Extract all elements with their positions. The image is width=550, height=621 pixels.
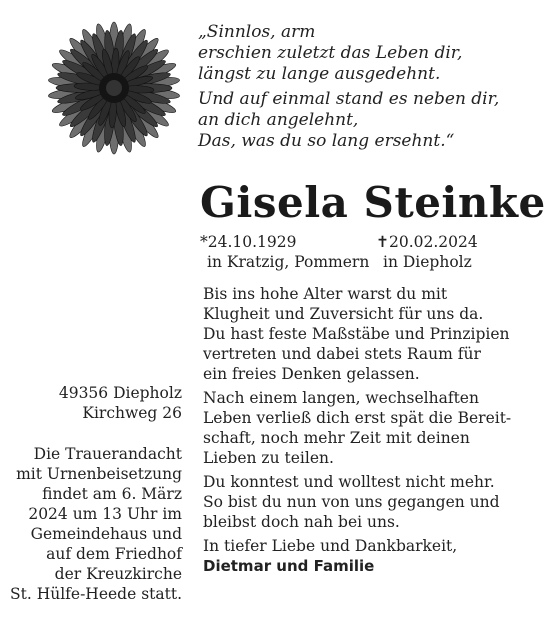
birth-date: *24.10.1929 bbox=[200, 233, 297, 251]
service-line: findet am 6. März bbox=[42, 485, 182, 503]
service-line: der Kreuzkirche bbox=[54, 565, 182, 583]
tribute-line: Klugheit und Zuversicht für uns da. bbox=[203, 305, 484, 323]
address-line: Kirchweg 26 bbox=[82, 404, 182, 422]
death-place: in Diepholz bbox=[383, 253, 472, 271]
tribute-line: Nach einem langen, wechselhaften bbox=[203, 389, 479, 407]
birth-info bbox=[200, 232, 369, 272]
poem bbox=[198, 22, 538, 152]
gerbera-flower-icon bbox=[44, 18, 184, 158]
tribute-line: ein freies Denken gelassen. bbox=[203, 365, 420, 383]
tribute-line: So bist du nun von uns gegangen und bbox=[203, 493, 500, 511]
poem-line: „Sinnlos, arm bbox=[198, 22, 316, 42]
tribute-line: Leben verließ dich erst spät die Bereit- bbox=[203, 409, 512, 427]
service-line: Die Trauerandacht bbox=[33, 445, 182, 463]
address-block bbox=[59, 383, 182, 423]
tribute-line: Du hast feste Maßstäbe und Prinzipien bbox=[203, 325, 510, 343]
death-info bbox=[376, 232, 478, 272]
poem-line: Und auf einmal stand es neben dir, bbox=[198, 89, 500, 109]
address-line: 49356 Diepholz bbox=[58, 384, 182, 402]
deceased-name: Gisela Steinke bbox=[200, 178, 546, 227]
tribute-line: Du konntest und wolltest nicht mehr. bbox=[203, 473, 495, 491]
tribute-text bbox=[203, 284, 543, 576]
death-date: ✝20.02.2024 bbox=[376, 233, 478, 251]
service-line: mit Urnenbeisetzung bbox=[16, 465, 182, 483]
tribute-line: Bis ins hohe Alter warst du mit bbox=[203, 285, 448, 303]
service-line: auf dem Friedhof bbox=[46, 545, 182, 563]
tribute-line: Lieben zu teilen. bbox=[203, 449, 334, 467]
signature: Dietmar und Familie bbox=[203, 557, 375, 575]
poem-stanza-1 bbox=[198, 22, 538, 85]
poem-stanza-2 bbox=[198, 89, 538, 152]
tribute-line: bleibst doch nah bei uns. bbox=[203, 513, 400, 531]
tribute-paragraph-3 bbox=[203, 472, 543, 532]
tribute-paragraph-2 bbox=[203, 388, 543, 468]
tribute-line: schaft, noch mehr Zeit mit deinen bbox=[203, 429, 470, 447]
poem-line: längst zu lange ausgedehnt. bbox=[198, 64, 441, 84]
service-line: St. Hülfe-Heede statt. bbox=[10, 585, 182, 603]
poem-line: an dich angelehnt, bbox=[198, 110, 359, 130]
tribute-paragraph-1 bbox=[203, 284, 543, 384]
signoff-block bbox=[203, 536, 543, 576]
service-line: Gemeindehaus und bbox=[30, 525, 182, 543]
service-info bbox=[10, 444, 182, 604]
flower-center-inner bbox=[106, 80, 122, 96]
service-line: 2024 um 13 Uhr im bbox=[28, 505, 182, 523]
signoff-text: In tiefer Liebe und Dankbarkeit, bbox=[203, 537, 458, 555]
tribute-line: vertreten und dabei stets Raum für bbox=[203, 345, 481, 363]
poem-line: Das, was du so lang ersehnt.“ bbox=[198, 131, 455, 151]
poem-line: erschien zuletzt das Leben dir, bbox=[198, 43, 463, 63]
birth-place: in Kratzig, Pommern bbox=[207, 253, 370, 271]
